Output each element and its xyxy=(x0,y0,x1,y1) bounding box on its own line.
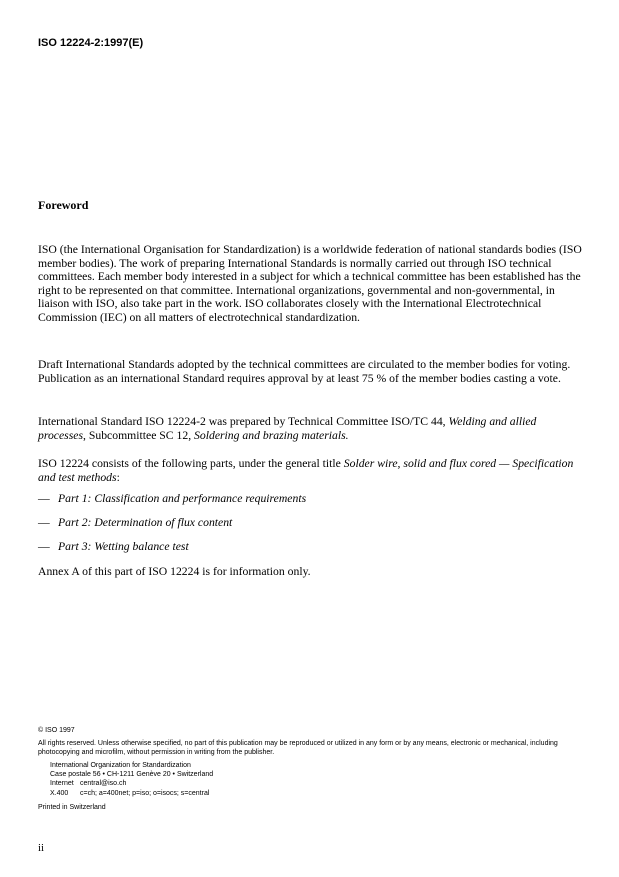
part-title: Part 1: Classification and performance requirements xyxy=(58,492,307,505)
p4-text-post: : xyxy=(116,470,120,484)
p4-text-pre: ISO 12224 consists of the following parts, under the general title xyxy=(38,457,344,470)
copyright-line: © ISO 1997 xyxy=(38,727,75,734)
printed-in: Printed in Switzerland xyxy=(38,804,106,811)
tc-title: Welding and allied processes xyxy=(38,415,537,442)
p3-text-pre: International Standard ISO 12224-2 was prepared by Technical Committee ISO/TC 44, xyxy=(38,415,449,428)
document-id-header: ISO 12224-2:1997(E) xyxy=(38,37,144,49)
org-name: International Organization for Standardization xyxy=(50,762,191,769)
foreword-paragraph-3 xyxy=(38,415,586,442)
part-title: Part 2: Determination of flux content xyxy=(58,516,233,529)
rights-statement: All rights reserved. Unless otherwise specified, no part of this publication may be reproduced or utilized in any form or by any means, electronic or mechanical, including photocopying and microfilm, without permission in writing from the publisher. xyxy=(38,740,558,757)
dash-bullet: — xyxy=(38,516,50,529)
foreword-paragraph-2: Draft International Standards adopted by the technical committees are circulated to the member bodies for voting. Publication as an international Standard requires approval by at least 75 % of the member bodies casting a vote. xyxy=(38,358,571,385)
part-title: Part 3: Wetting balance test xyxy=(58,540,189,553)
x400-label: X.400 xyxy=(50,789,69,797)
section-title: Foreword xyxy=(38,198,89,212)
p3-text-mid: , Subcommittee SC 12, xyxy=(83,428,195,442)
part-list-item xyxy=(38,516,232,530)
internet-label: Internet xyxy=(50,780,74,788)
x400-row xyxy=(50,789,213,798)
annex-note: Annex A of this part of ISO 12224 is for information only. xyxy=(38,565,311,578)
dash-bullet: — xyxy=(38,492,50,505)
publisher-address xyxy=(50,761,213,798)
dash-bullet: — xyxy=(38,540,50,553)
internet-value: central@iso.ch xyxy=(80,780,127,788)
foreword-paragraph-1: ISO (the International Organisation for Standardization) is a worldwide federation of national standards bodies (ISO member bodies). The work of preparing International Standards is normally carried out through ISO technical committees. Each member body interested in a subject for which a technical committee has been established has the right to be represented on that committee. International organizations, governmental and non-governmental, in liaison with ISO, also take part in the work. ISO collaborates closely with the International Electrotechnical Commission (IEC) on all matters of electrotechnical standardization. xyxy=(38,243,582,324)
internet-row xyxy=(50,779,213,788)
part-list-item xyxy=(38,540,189,554)
part-list-item xyxy=(38,492,306,506)
general-title: Solder wire, solid and flux cored — Specification and test methods xyxy=(38,457,574,484)
foreword-paragraph-4 xyxy=(38,457,586,484)
x400-value: c=ch; a=400net; p=iso; o=isocs; s=central xyxy=(80,789,210,797)
page-number: ii xyxy=(38,842,45,854)
sc-title: Soldering and brazing materials. xyxy=(194,428,349,442)
postal-address: Case postale 56 • CH-1211 Genève 20 • Switzerland xyxy=(50,771,214,779)
